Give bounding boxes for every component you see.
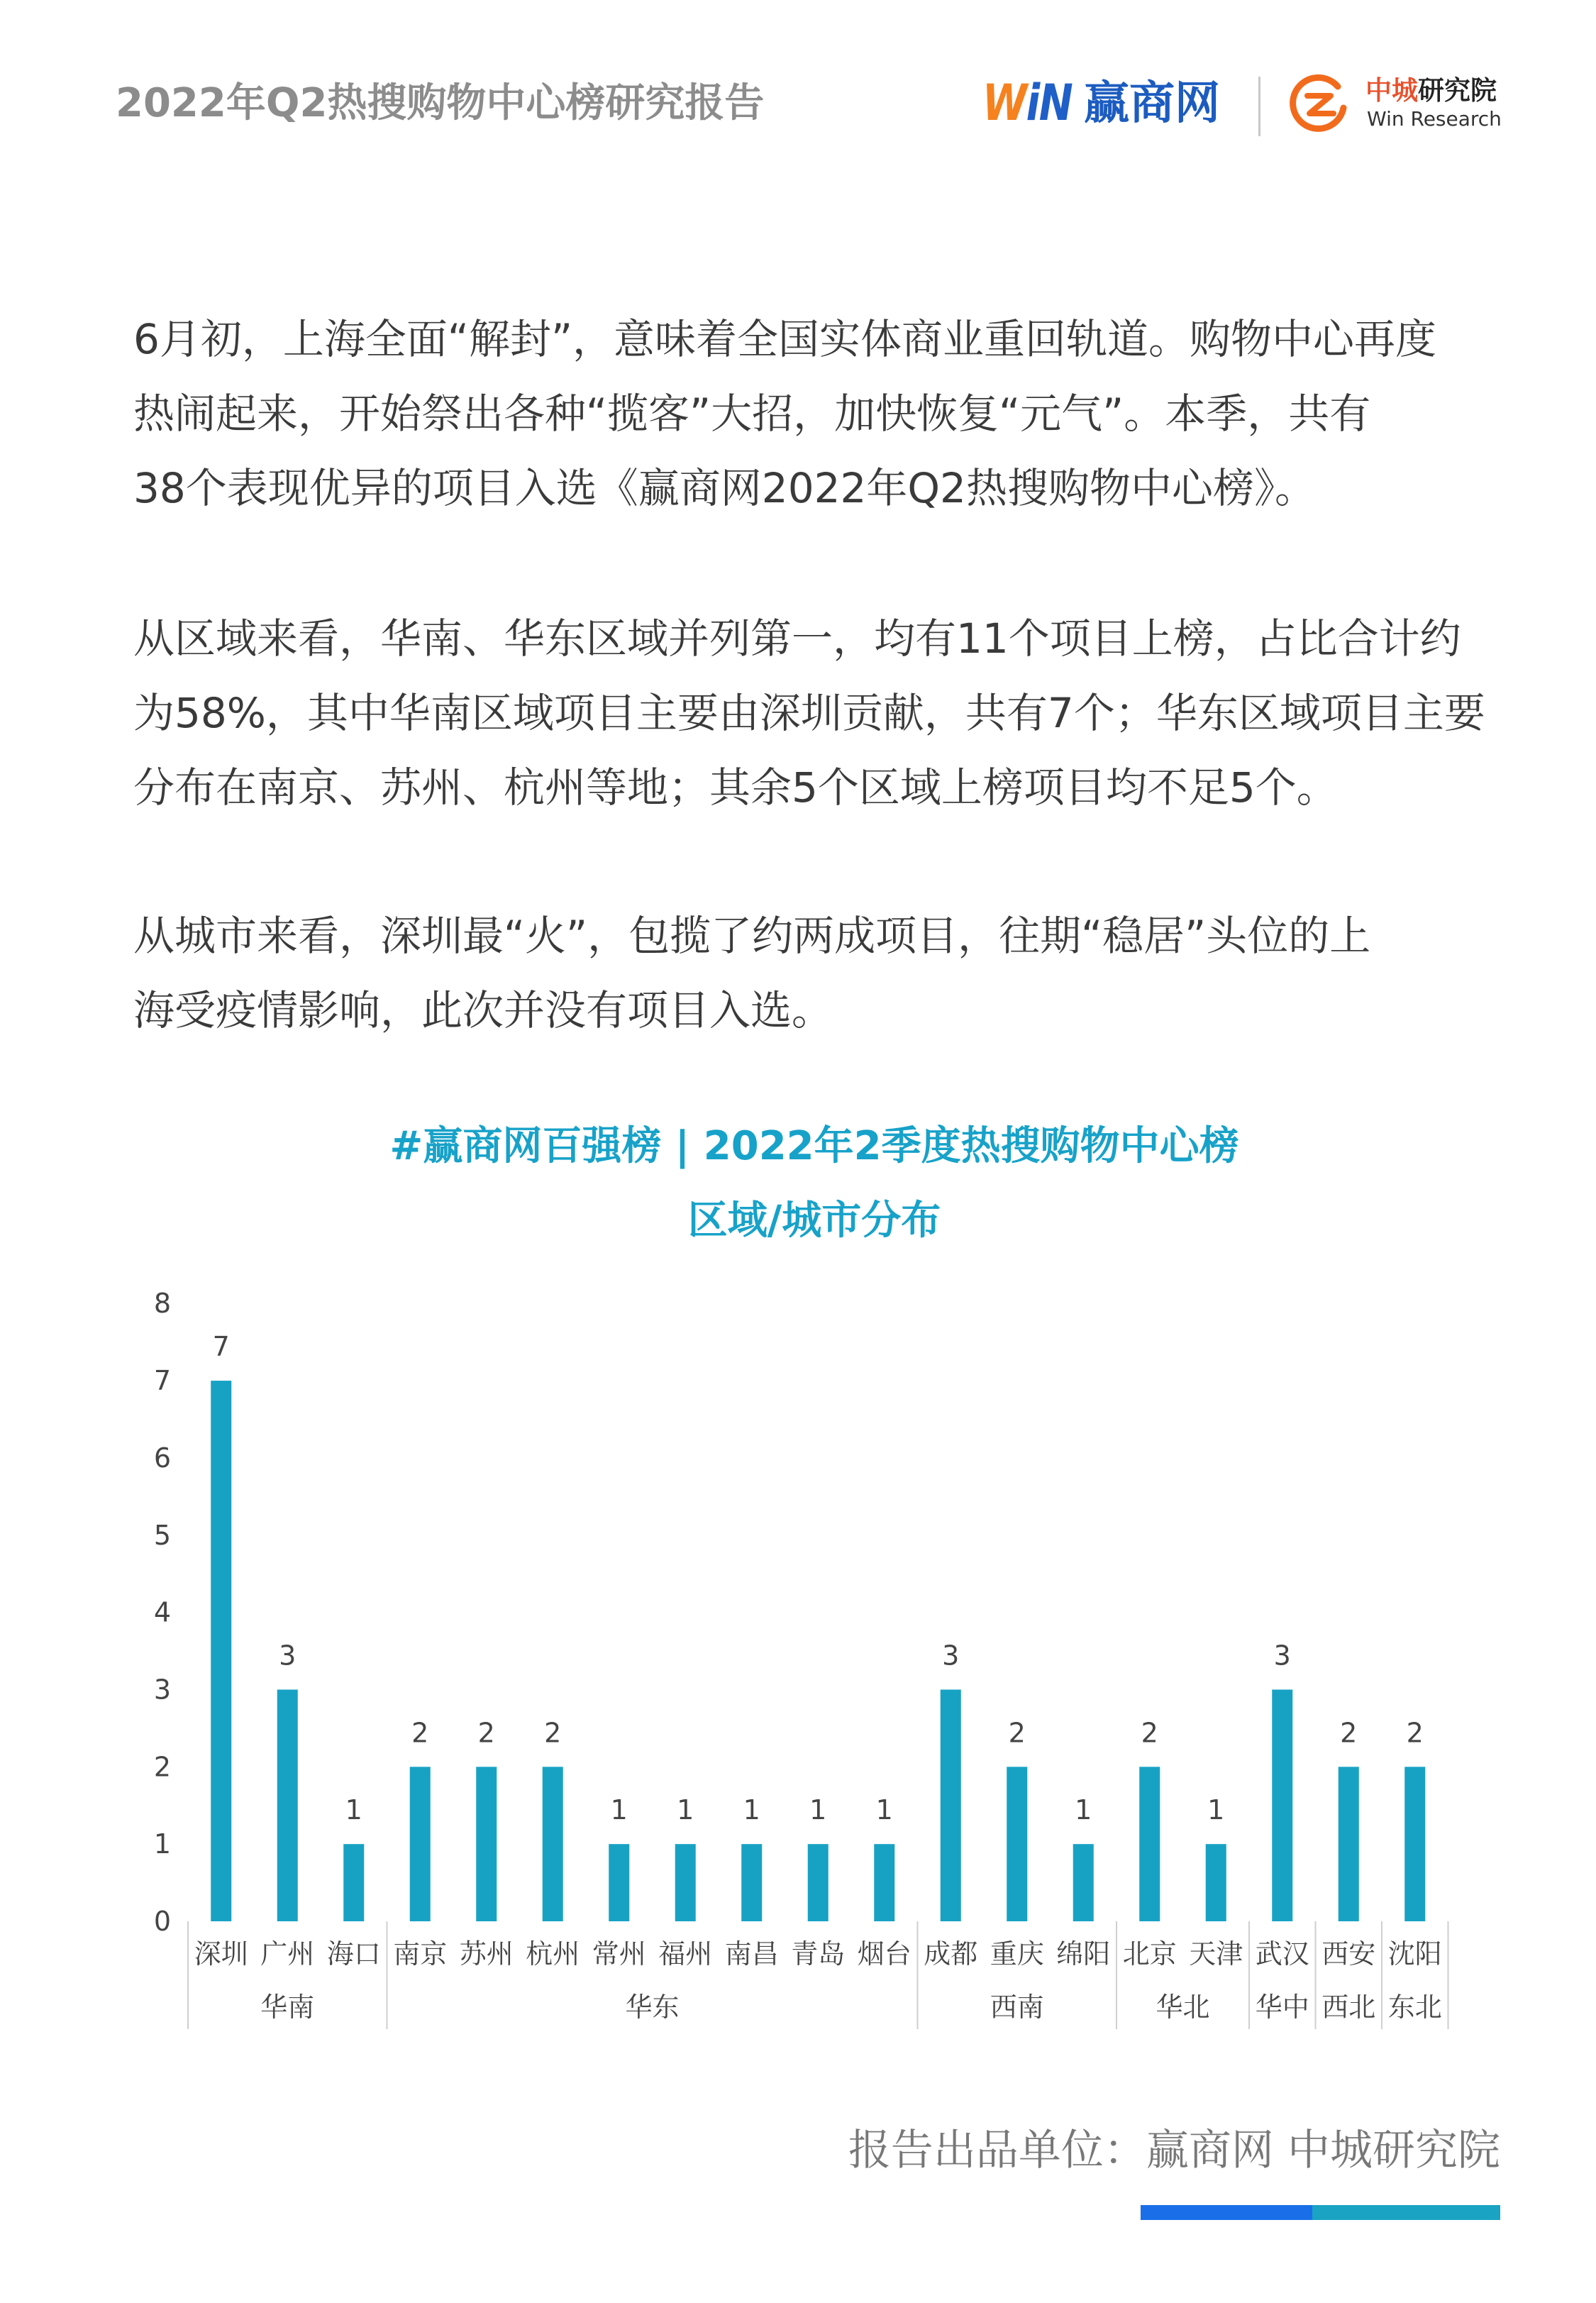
zhongcheng-logo-name — [1365, 74, 1497, 108]
bar-value-label: 2 — [1008, 1717, 1026, 1749]
footer-publisher: 报告出品单位：赢商网 中城研究院 — [848, 2126, 1500, 2175]
bar — [609, 1844, 629, 1921]
bar — [675, 1844, 696, 1921]
bar-value-label: 2 — [1141, 1717, 1158, 1749]
category-label: 北京 — [1122, 1938, 1177, 1970]
paragraph-line: 分布在南京、苏州、杭州等地；其余5个区域上榜项目均不足5个。 — [133, 763, 1338, 812]
winshang-logo-letter: i — [1026, 74, 1039, 132]
winshang-logo-mark — [982, 71, 1072, 135]
bar — [1404, 1767, 1425, 1921]
category-label: 西安 — [1321, 1938, 1376, 1970]
bar-value-label: 1 — [875, 1794, 893, 1826]
bar-value-label: 3 — [279, 1640, 297, 1672]
bar-value-label: 7 — [212, 1331, 230, 1363]
y-tick-label: 7 — [153, 1365, 172, 1397]
logo-z-stroke — [1307, 96, 1334, 114]
y-tick-label: 4 — [153, 1596, 172, 1628]
paragraph-line: 从区域来看，华南、华东区域并列第一，均有11个项目上榜，占比合计约 — [133, 614, 1461, 663]
y-tick-label: 1 — [153, 1828, 172, 1860]
paragraph-1 — [133, 302, 1436, 526]
bar — [343, 1844, 364, 1921]
bar-value-label: 2 — [544, 1717, 562, 1749]
bar — [808, 1844, 829, 1921]
paragraph-line: 6月初，上海全面“解封”，意味着全国实体商业重回轨道。购物中心再度 — [133, 315, 1436, 363]
bar — [1339, 1767, 1359, 1921]
report-title: 2022年Q2热搜购物中心榜研究报告 — [116, 80, 765, 126]
region-group-label: 西北 — [1321, 1992, 1376, 2023]
category-label: 福州 — [658, 1938, 713, 1970]
paragraph-2 — [133, 602, 1485, 825]
region-group-label: 华南 — [260, 1992, 315, 2023]
category-label: 南昌 — [724, 1938, 779, 1970]
category-label: 深圳 — [194, 1938, 248, 1970]
bar — [543, 1767, 563, 1921]
bar-value-label: 1 — [809, 1794, 827, 1826]
category-label: 常州 — [592, 1938, 646, 1970]
zhongcheng-logo-name-rest: 研究院 — [1418, 75, 1497, 106]
chart-title: #赢商网百强榜 | 2022年2季度热搜购物中心榜 — [389, 1123, 1239, 1169]
footer-accent-bar-blue — [1141, 2205, 1312, 2220]
paragraph-line: 38个表现优异的项目入选《赢商网2022年Q2热搜购物中心榜》。 — [133, 464, 1316, 512]
region-group-label: 华北 — [1156, 1992, 1210, 2023]
region-group-label: 华中 — [1255, 1992, 1309, 2023]
paragraph-line: 热闹起来，开始祭出各种“揽客”大招，加快恢复“元气”。本季，共有 — [133, 390, 1371, 438]
category-label: 杭州 — [526, 1938, 580, 1970]
category-label: 天津 — [1189, 1938, 1243, 1970]
category-label: 烟台 — [857, 1938, 911, 1970]
chart-subtitle: 区域/城市分布 — [687, 1198, 941, 1244]
bar-value-label: 3 — [1273, 1640, 1291, 1672]
bar — [1073, 1844, 1094, 1921]
zhongcheng-logo-name-highlight: 中城 — [1365, 75, 1418, 106]
bar-value-label: 2 — [1406, 1717, 1424, 1749]
bar-value-label: 1 — [345, 1794, 362, 1826]
category-label: 青岛 — [791, 1938, 846, 1970]
bar-value-label: 1 — [743, 1794, 760, 1826]
bar — [874, 1844, 894, 1921]
bar-value-label: 3 — [942, 1640, 960, 1672]
y-tick-label: 0 — [153, 1906, 172, 1937]
y-tick-label: 5 — [153, 1519, 172, 1551]
winshang-logo-letter: W — [982, 74, 1026, 132]
category-label: 重庆 — [990, 1938, 1044, 1970]
logo-divider — [1258, 77, 1260, 136]
bar — [277, 1689, 298, 1921]
category-label: 武汉 — [1255, 1938, 1309, 1970]
y-tick-label: 6 — [153, 1442, 172, 1474]
winshang-logo-letter: N — [1038, 74, 1073, 132]
bar — [410, 1767, 431, 1921]
paragraph-line: 为58%，其中华南区域项目主要由深圳贡献，共有7个；华东区域项目主要 — [133, 689, 1485, 737]
zhongcheng-logo-english: Win Research — [1367, 107, 1502, 131]
bar — [1139, 1767, 1160, 1921]
region-group-label: 东北 — [1387, 1992, 1442, 2023]
bar-value-label: 1 — [1075, 1794, 1092, 1826]
region-group-label: 华东 — [625, 1992, 680, 2023]
bar — [1206, 1844, 1226, 1921]
category-label: 广州 — [260, 1938, 315, 1970]
y-tick-label: 8 — [153, 1288, 172, 1320]
bar-value-label: 1 — [610, 1794, 628, 1826]
category-label: 南京 — [393, 1938, 448, 1970]
footer-accent-bar-teal — [1312, 2205, 1500, 2220]
y-tick-label: 2 — [153, 1751, 172, 1783]
category-label: 海口 — [326, 1938, 381, 1970]
zhongcheng-logo-icon — [1288, 72, 1352, 136]
category-label: 成都 — [924, 1938, 978, 1970]
category-label: 沈阳 — [1387, 1938, 1442, 1970]
y-tick-label: 3 — [153, 1674, 172, 1706]
bar-value-label: 2 — [477, 1717, 495, 1749]
bar — [1007, 1767, 1027, 1921]
bar — [211, 1381, 231, 1921]
paragraph-line: 海受疫情影响，此次并没有项目入选。 — [133, 986, 833, 1034]
bar-value-label: 2 — [411, 1717, 429, 1749]
bar-value-label: 1 — [677, 1794, 694, 1826]
bar-value-label: 1 — [1207, 1794, 1225, 1826]
bar — [476, 1767, 497, 1921]
bar — [941, 1689, 961, 1921]
paragraph-line: 从城市来看，深圳最“火”，包揽了约两成项目，往期“稳居”头位的上 — [133, 912, 1371, 960]
paragraph-3 — [133, 899, 1370, 1048]
winshang-logo-name: 赢商网 — [1084, 77, 1220, 130]
category-label: 苏州 — [459, 1938, 514, 1970]
category-label: 绵阳 — [1056, 1938, 1111, 1970]
bar — [1272, 1689, 1292, 1921]
bar-value-label: 2 — [1340, 1717, 1358, 1749]
region-group-label: 西南 — [990, 1992, 1044, 2023]
bar — [741, 1844, 762, 1921]
bar-chart — [0, 1263, 1596, 2058]
